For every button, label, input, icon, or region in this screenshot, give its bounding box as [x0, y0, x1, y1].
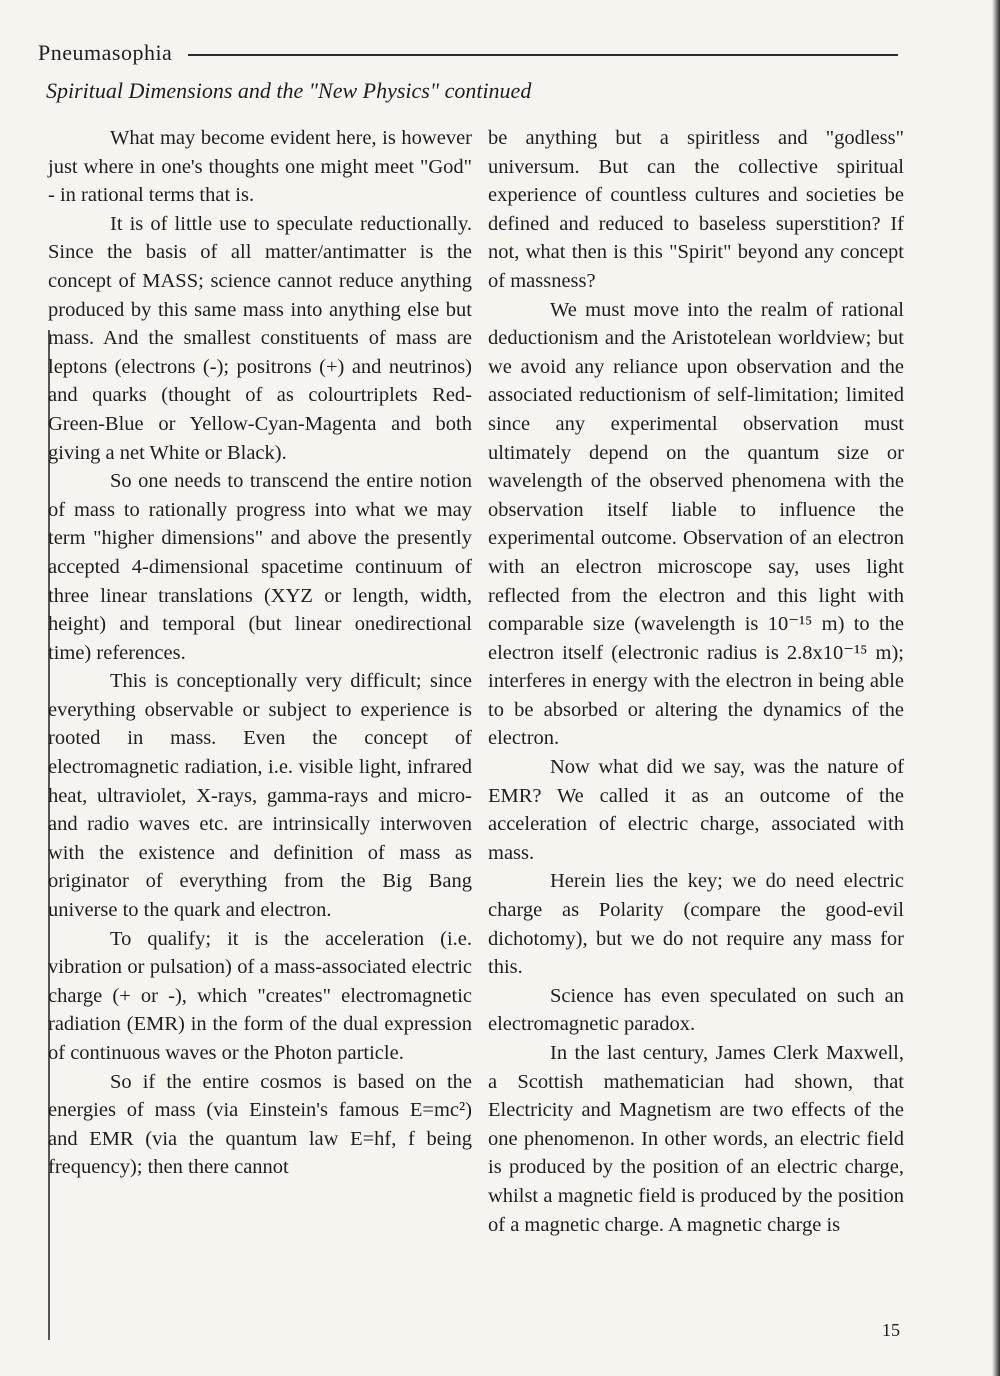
article-title: Spiritual Dimensions and the "New Physics" continued: [46, 78, 532, 103]
paragraph: Science has even speculated on such an electromagnetic paradox.: [488, 984, 904, 1036]
paragraph: It is of little use to speculate reductionally. Since the basis of all matter/antimatter is the concept of MASS; science cannot reduce anything produced by this same mass into anything else but mass. And the smallest constituents of mass are leptons (electrons (-); positrons (+) and neutrinos) and quarks (thought of as colourtriplets Red-Green-Blue or Yellow-Cyan-Magenta and both giving a net White or Black).: [48, 212, 472, 464]
page-edge-shadow: [992, 0, 1000, 1376]
running-header: [38, 40, 898, 70]
paragraph: We must move into the realm of rational deductionism and the Aristotelean worldview; but we avoid any reliance upon observation and the associated reductionism of self-limitation; limited since any experimental observation must ultimately depend on the quantum size or wavelength of the observed phenomena with the observation itself liable to influence the experimental outcome. Observation of an electron with an electron microscope say, uses light reflected from the electron and this light with comparable size (wavelength is 10⁻¹⁵ m) to the electron itself (electronic radius is 2.8x10⁻¹⁵ m); interferes in energy with the electron in being able to be absorbed or altering the dynamics of the electron.: [488, 298, 904, 750]
paragraph: This is conceptionally very difficult; since everything observable or subject to experience is rooted in mass. Even the concept of electromagnetic radiation, i.e. visible light, infrared heat, ultraviolet, X-rays, gamma-rays and micro- and radio waves etc. are intrinsically interwoven with the existence and definition of mass as originator of everything from the Big Bang universe to the quark and electron.: [48, 670, 472, 922]
right-column: [488, 124, 904, 1239]
header-rule: [188, 54, 898, 56]
paragraph: So if the entire cosmos is based on the energies of mass (via Einstein's famous E=mc²) and EMR (via the quantum law E=hf, f being frequency); then there cannot: [48, 1070, 472, 1179]
paragraph: In the last century, James Clerk Maxwell, a Scottish mathematician had shown, that Electricity and Magnetism are two effects of the one phenomenon. In other words, an electric field is produced by the position of an electric charge, whilst a magnetic field is produced by the position of a magnetic charge. A magnetic charge is: [488, 1042, 904, 1236]
running-title: Pneumasophia: [38, 40, 176, 66]
paragraph: To qualify; it is the acceleration (i.e. vibration or pulsation) of a mass-associated electric charge (+ or -), which "creates" electromagnetic radiation (EMR) in the form of the dual expression of continuous waves or the Photon particle.: [48, 927, 472, 1064]
paragraph: Herein lies the key; we do need electric charge as Polarity (compare the good-evil dichotomy), but we do not require any mass for this.: [488, 870, 904, 979]
left-column: [48, 124, 472, 1182]
paragraph: Now what did we say, was the nature of EMR? We called it as an outcome of the acceleration of electric charge, associated with mass.: [488, 756, 904, 864]
paragraph: So one needs to transcend the entire notion of mass to rationally progress into what we may term "higher dimensions" and above the presently accepted 4-dimensional spacetime continuum of three linear translations (XYZ or length, width, height) and temporal (but linear onedirectional time) references.: [48, 470, 472, 664]
paragraph: What may become evident here, is however just where in one's thoughts one might meet "God" - in rational terms that is.: [48, 127, 472, 207]
page-number: 15: [882, 1320, 900, 1340]
paragraph: be anything but a spiritless and "godless" universum. But can the collective spiritual experience of countless cultures and societies be defined and reduced to baseless superstition? If not, what then is this "Spirit" beyond any concept of massness?: [488, 127, 904, 292]
